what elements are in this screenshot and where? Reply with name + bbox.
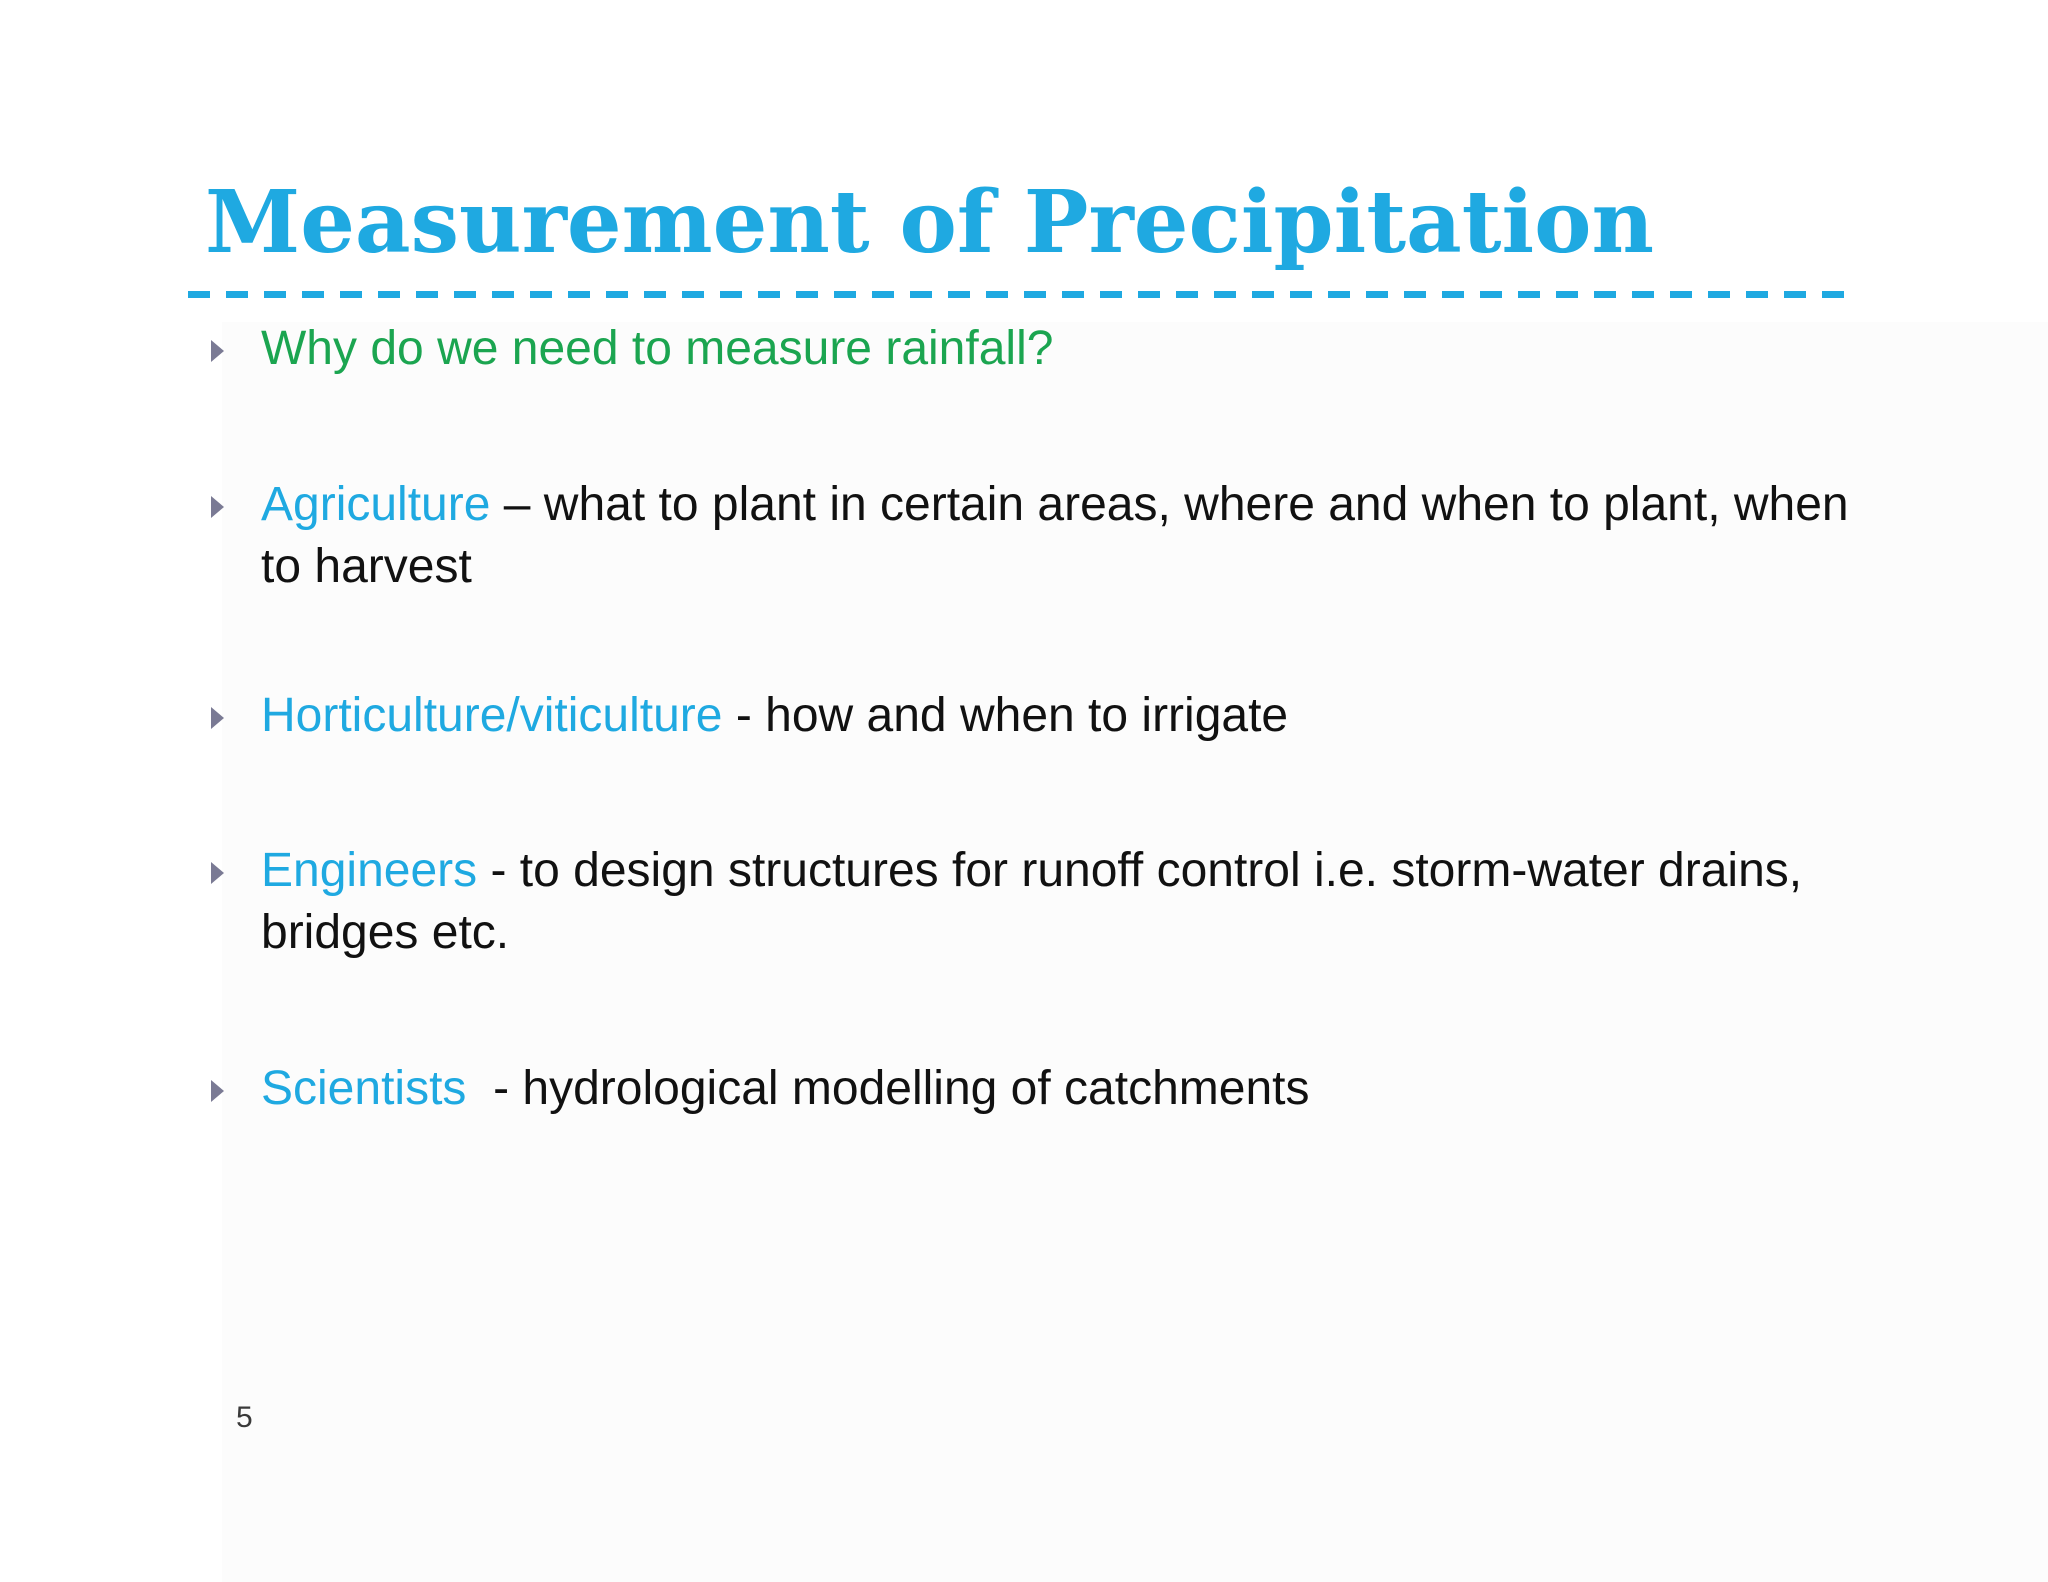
triangle-right-icon [211, 340, 224, 362]
slide-title: Measurement of Precipitation [205, 172, 1655, 273]
bullet-description: – what to plant in certain areas, where and when to plant, when to harvest [261, 478, 1849, 593]
triangle-right-icon [211, 496, 224, 518]
triangle-right-icon [211, 707, 224, 729]
bullet-lead-term: Engineers [261, 844, 478, 897]
bullet-description: - hydrological modelling of catchments [466, 1062, 1310, 1115]
triangle-right-icon [211, 862, 224, 884]
bullet-question-text: Why do we need to measure rainfall? [261, 322, 1054, 375]
bullet-text [261, 318, 1851, 380]
title-dashed-divider [188, 291, 1846, 298]
page-number: 5 [236, 1401, 253, 1434]
triangle-right-icon [211, 1080, 224, 1102]
bullet-lead-term: Agriculture [261, 478, 491, 531]
bullet-lead-term: Horticulture/viticulture [261, 689, 723, 742]
bullet-text [261, 840, 1851, 964]
bullet-description: - to design structures for runoff control i.e. storm-water drains, bridges etc. [261, 844, 1803, 959]
bullet-text [261, 1058, 1851, 1120]
bullet-text [261, 474, 1851, 598]
bullet-description: - how and when to irrigate [722, 689, 1289, 742]
bullet-lead-term: Scientists [261, 1062, 467, 1115]
bullet-text [261, 685, 1851, 747]
